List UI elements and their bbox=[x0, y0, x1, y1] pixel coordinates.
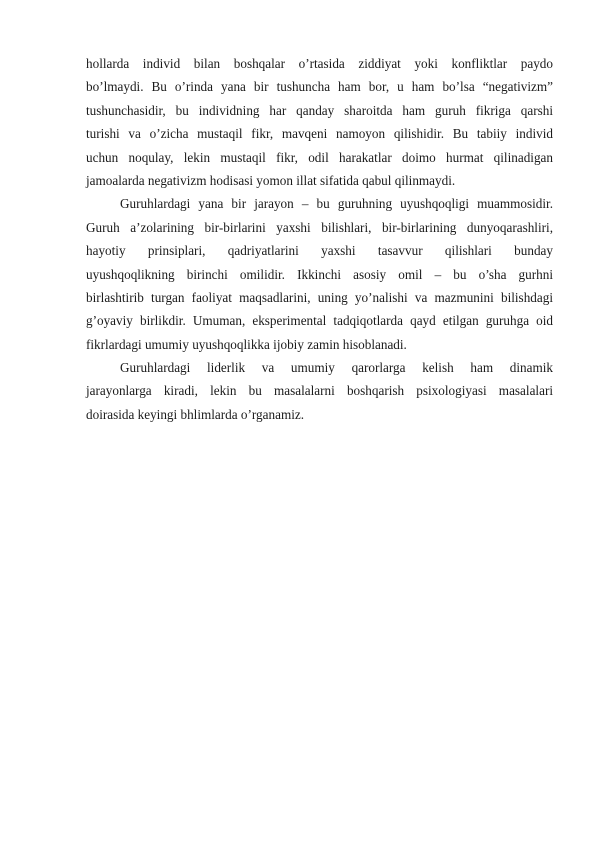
text-line: hollarda individ bilan boshqalar o’rtasida ziddiyat yoki konfliktlar paydo bbox=[86, 56, 553, 71]
text-line: Guruhlardagi yana bir jarayon – bu guruhning uyushqoqligi muammosidir. bbox=[120, 196, 553, 212]
text-line: jarayonlarga kiradi, lekin bu masalalarni boshqarish psixologiyasi masalalari bbox=[86, 383, 553, 399]
text-line: Guruh a’zolarining bir-birlarini yaxshi bilishlari, bir-birlarining dunyoqarashliri, bbox=[86, 219, 553, 235]
document-page bbox=[86, 52, 553, 426]
text-line: hayotiy prinsiplari, qadriyatlarini yaxshi tasavvur qilishlari bunday bbox=[86, 243, 553, 259]
text-line: jamoalarda negativizm hodisasi yomon illat sifatida qabul qilinmaydi. bbox=[86, 172, 456, 188]
text-line: Guruhlardagi liderlik va umumiy qarorlarga kelish ham dinamik bbox=[120, 360, 553, 376]
text-line: fikrlardagi umumiy uyushqoqlikka ijobiy zamin hisoblanadi. bbox=[86, 336, 407, 352]
text-line: doirasida keyingi bhlimlarda o’rganamiz. bbox=[86, 406, 305, 422]
text-line: uchun noqulay, lekin mustaqil fikr, odil harakatlar doimo hurmat qilinadigan bbox=[86, 149, 553, 165]
text-line: uyushqoqlikning birinchi omilidir. Ikkinchi asosiy omil – bu o’sha gurhni bbox=[86, 266, 553, 282]
text-line: bo’lmaydi. Bu o’rinda yana bir tushuncha ham bor, u ham bo’lsa “negativizm” bbox=[86, 79, 553, 95]
text-line: birlashtirib turgan faoliyat maqsadlarini, uning yo’nalishi va mazmunini bilishdagi bbox=[86, 289, 553, 305]
text-line: turishi va o’zicha mustaqil fikr, mavqeni namoyon qilishidir. Bu tabiiy individ bbox=[86, 126, 553, 142]
paragraph-1 bbox=[86, 52, 553, 192]
text-line: tushunchasidir, bu individning har qanday sharoitda ham guruh fikriga qarshi bbox=[86, 102, 553, 118]
paragraph-3 bbox=[86, 356, 553, 426]
text-line: g’oyaviy birlikdir. Umuman, eksperimental tadqiqotlarda qayd etilgan guruhga oid bbox=[86, 313, 553, 329]
paragraph-2 bbox=[86, 192, 553, 356]
